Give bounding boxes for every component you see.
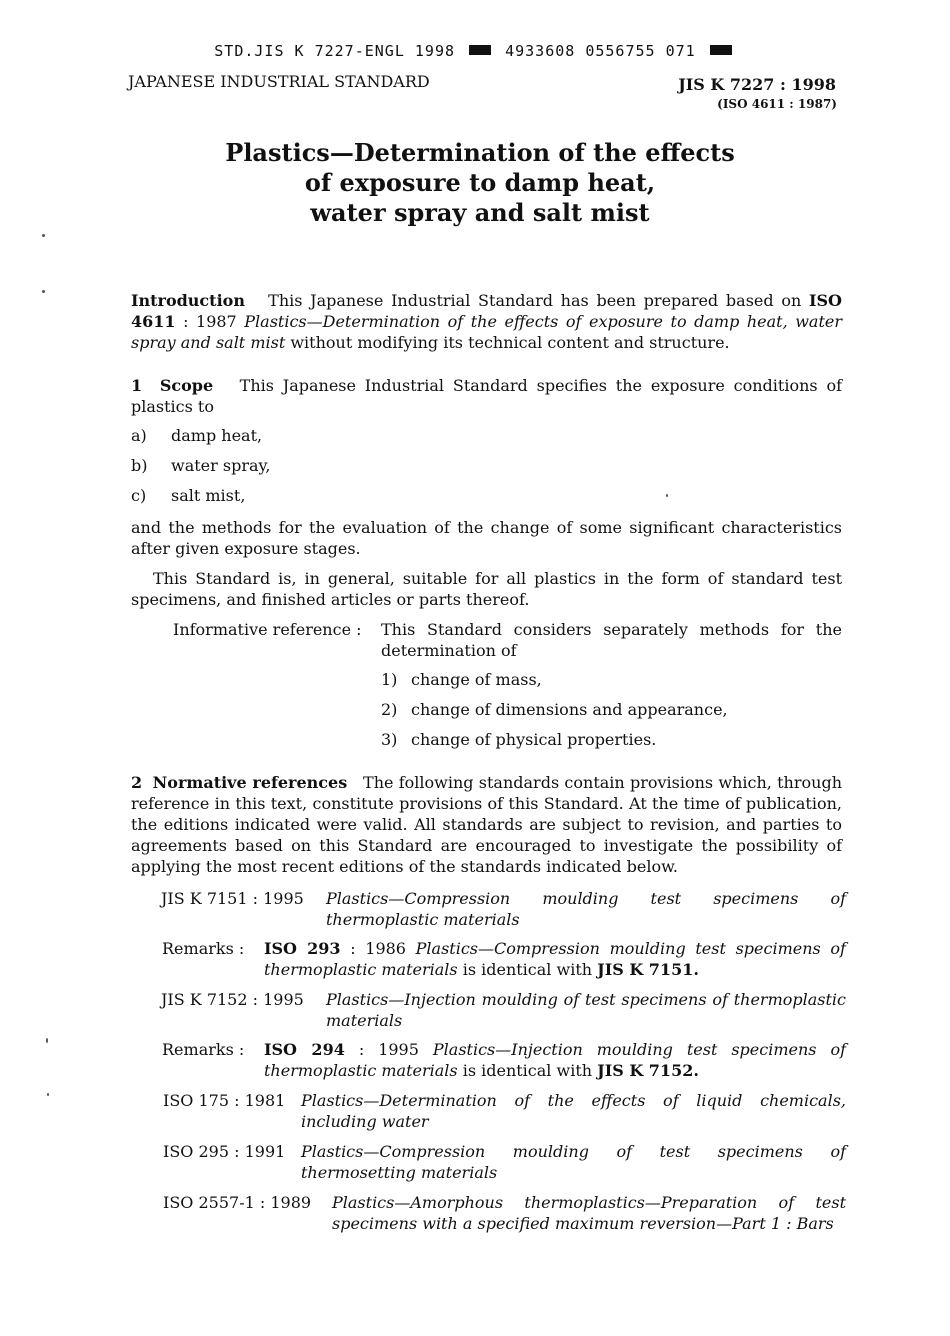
scan-speck	[42, 290, 45, 293]
scope-paragraph-2: and the methods for the evaluation of the change of some significant characteristics after given exposure stages.	[131, 518, 842, 558]
list-item	[381, 700, 728, 719]
reference-title: Plastics—Amorphous thermoplastics—Preparation of test specimens with a specified maximum reversion—Part 1 : Bars	[332, 1193, 846, 1233]
reference-key: ISO 175 : 1981	[163, 1091, 286, 1110]
list-item-text: damp heat,	[171, 426, 263, 445]
remarks-text	[264, 938, 846, 980]
list-item-text: change of physical properties.	[411, 730, 657, 749]
introduction-text-end: without modifying its technical content and structure.	[290, 333, 730, 352]
normative-heading: Normative references	[152, 773, 348, 792]
stamp-left-text: STD.JIS K 7227-ENGL 1998	[214, 42, 456, 60]
document-stamp-line	[0, 42, 950, 60]
scope-text: This Japanese Industrial Standard specifies the exposure conditions of plastics to	[131, 376, 843, 416]
remarks-title: Plastics—Compression moulding test specimens of thermoplastic materials	[264, 939, 846, 979]
list-item-label: a)	[131, 426, 147, 445]
title-line: Plastics—Determination of the effects	[225, 138, 735, 167]
reference-key: ISO 295 : 1991	[163, 1142, 286, 1161]
scan-speck	[666, 494, 668, 497]
list-item-text: salt mist,	[171, 486, 246, 505]
scope-number: 1	[131, 376, 143, 395]
reference-remarks	[0, 938, 950, 982]
list-item-label: 2)	[381, 700, 398, 719]
remarks-year: : 1995	[358, 1040, 419, 1059]
document-title	[200, 138, 760, 228]
introduction-iso-ref: ISO 4611	[131, 291, 842, 331]
informative-reference-label: Informative reference :	[173, 620, 362, 639]
reference-entry	[0, 1090, 950, 1134]
remarks-year: : 1986	[350, 939, 406, 958]
reference-title: Plastics—Compression moulding test specimens of thermoplastic materials	[326, 889, 846, 929]
normative-references-paragraph	[131, 772, 842, 877]
stamp-block-mark	[469, 45, 491, 55]
header-iso-equivalent: (ISO 4611 : 1987)	[717, 97, 837, 111]
normative-number: 2	[131, 773, 143, 792]
remarks-title: Plastics—Injection moulding test specimens of thermoplastic materials	[264, 1040, 847, 1080]
header-standard-number: JIS K 7227 : 1998	[678, 75, 836, 94]
scan-speck	[42, 234, 45, 237]
scope-heading: Scope	[159, 376, 214, 395]
reference-key: JIS K 7151 : 1995	[161, 889, 304, 908]
remarks-label: Remarks :	[162, 1040, 245, 1059]
reference-title: Plastics—Compression moulding of test specimens of thermosetting materials	[301, 1142, 846, 1182]
title-line: of exposure to damp heat,	[304, 168, 656, 197]
scope-paragraph-3: This Standard is, in general, suitable for all plastics in the form of standard test specimens, and finished articles or parts thereof.	[131, 569, 842, 609]
introduction-year: : 1987	[183, 312, 237, 331]
remarks-iso: ISO 294	[264, 1040, 345, 1059]
reference-entry	[0, 888, 950, 932]
scan-speck	[47, 1093, 49, 1096]
scan-speck	[46, 1038, 48, 1043]
list-item-label: 3)	[381, 730, 398, 749]
list-item	[131, 426, 262, 445]
header-publisher: JAPANESE INDUSTRIAL STANDARD	[128, 72, 430, 91]
list-item	[381, 670, 542, 689]
remarks-jis: JIS K 7152.	[597, 1061, 699, 1080]
list-item-text: water spray,	[171, 456, 271, 475]
list-item	[381, 730, 656, 749]
remarks-tail: is identical with	[462, 1061, 593, 1080]
scope-paragraph	[131, 375, 842, 417]
reference-key: JIS K 7152 : 1995	[161, 990, 304, 1009]
reference-entry	[0, 989, 950, 1033]
reference-key: ISO 2557-1 : 1989	[163, 1193, 312, 1212]
normative-text: The following standards contain provisions which, through reference in this text, constitute provisions of this Standard. At the time of publication, the editions indicated were valid. All standards are subject to revision, and parties to agreements based on this Standard are encouraged to investigate the possibility of applying the most recent editions of the standards indicated below.	[131, 773, 842, 876]
reference-remarks	[0, 1039, 950, 1083]
reference-entry	[0, 1141, 950, 1185]
stamp-block-mark	[710, 45, 732, 55]
remarks-label: Remarks :	[162, 939, 245, 958]
introduction-iso-title: Plastics—Determination of the effects of exposure to damp heat, water spray and salt mist	[131, 312, 842, 352]
remarks-text	[264, 1039, 846, 1081]
reference-entry	[0, 1192, 950, 1236]
reference-title: Plastics—Determination of the effects of liquid chemicals, including water	[301, 1091, 846, 1131]
introduction-heading: Introduction	[131, 291, 245, 310]
list-item-text: change of mass,	[411, 670, 542, 689]
stamp-middle-text: 4933608 0556755 071	[505, 42, 696, 60]
title-line: water spray and salt mist	[310, 198, 650, 227]
list-item-text: change of dimensions and appearance,	[411, 700, 728, 719]
remarks-iso: ISO 293	[264, 939, 341, 958]
introduction-text: This Japanese Industrial Standard has been prepared based on	[268, 291, 802, 310]
list-item-label: 1)	[381, 670, 398, 689]
remarks-jis: JIS K 7151.	[597, 960, 699, 979]
reference-title: Plastics—Injection moulding of test specimens of thermoplastic materials	[326, 990, 846, 1030]
remarks-tail: is identical with	[462, 960, 593, 979]
list-item-label: b)	[131, 456, 148, 475]
list-item	[131, 486, 245, 505]
list-item	[131, 456, 271, 475]
informative-reference-text: This Standard considers separately methods for the determination of	[381, 620, 842, 660]
introduction-paragraph	[131, 290, 842, 353]
list-item-label: c)	[131, 486, 147, 505]
